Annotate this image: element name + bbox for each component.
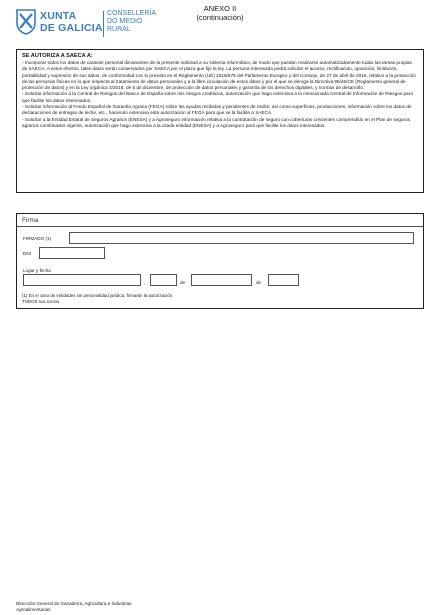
signature-note xyxy=(22,293,172,304)
footer-line2: Agroalimentarias xyxy=(16,606,51,612)
dni-field[interactable] xyxy=(39,247,105,259)
place-date-label: Lugar y fecha xyxy=(23,268,51,273)
annex-title: ANEXO II xyxy=(203,4,237,13)
logo-xunta-line1: XUNTA xyxy=(40,10,77,22)
place-field[interactable] xyxy=(23,274,141,286)
footer-line1: Dirección General de Ganadería, Agricultura e Industrias xyxy=(16,601,132,606)
authorization-paragraph: - Solicitar información al Fondo Español de Garantía Agraria (FEGA) sobre las ayudas recibidas y pendientes de recibir, así como superficies, producciones, información sobre los datos de declaraciones de entregas de leche, etc., haciendo extensiva esta autorización al FEGA para que se la facilite a SAECA. xyxy=(22,104,412,116)
footer-department xyxy=(16,601,131,613)
authorization-paragraph: - Incorporar todos los datos de carácter personal dimanantes de la presente solicitud a su sistema informático, de modo que puedan realizarse automatizadamente todas las tareas propias de SAECA. A estos efectos, tales datos serán conservados por SAECA por el plazo que fije la ley. La persona interesada podrá solicitar el acceso, rectificación, oposición, limitación, portabilidad y supresión de sus datos, de conformidad con lo previsto en el Reglamento (UE) 2016/679 del Parlamento Europeo y del Consejo, de 27 de abril de 2016, relativo a la protección de las personas físicas en lo que respecta al tratamiento de datos personales y a la libre circulación de estos datos y por el que se deroga la Directiva 95/46/CE (Reglamento general de protección de datos) y en la Ley orgánica 3/2018, de 5 de diciembre, de protección de datos personales y garantía de los derechos digitales, y normas de desarrollo. xyxy=(22,60,416,91)
annex-header xyxy=(182,4,258,22)
signature-box xyxy=(16,213,424,309)
logo-cons-line1: CONSELLERÍA xyxy=(107,10,157,17)
signature-note-line2: TODOS sus socios xyxy=(22,298,60,304)
logo-consellerias-text xyxy=(107,10,156,34)
month-field[interactable] xyxy=(191,274,252,286)
logo-xunta-text xyxy=(40,10,103,34)
signed-by-label: FIRMADO (1) xyxy=(23,236,52,241)
annex-subtitle: (continuación) xyxy=(196,13,244,22)
authorization-box xyxy=(16,49,424,193)
logo-xunta-line2: DE GALICIA xyxy=(40,22,103,34)
year-field[interactable] xyxy=(268,274,299,286)
de-label-1: de xyxy=(180,280,186,285)
authorization-paragraph: - Solicitar información a la Central de Riesgos del Banco de España sobre mis riesgos crediticios, autorización que hago extensiva a la mencionada Central de Información de Riesgos para que facilite los datos interesados. xyxy=(22,91,413,103)
authorization-text xyxy=(22,60,418,129)
signed-by-field[interactable] xyxy=(69,232,414,244)
de-label-2: de xyxy=(256,280,262,285)
day-field[interactable] xyxy=(150,274,177,286)
xunta-logo xyxy=(16,9,157,41)
comma-separator: , xyxy=(144,280,146,285)
logo-separator xyxy=(103,11,104,37)
authorization-paragraph: - Solicitar a la Entidad Estatal de Seguros Agrarios (ENESA) y a Agroseguro información relativa a la contratación de seguro con coberturas crecientes comprendido en el Plan de seguros agrarios combinados vigente, autorización que hago extensiva a la citada entidad (ENESA) y a Agroseguro para que facilite los datos interesados. xyxy=(22,116,410,128)
logo-cons-line3: RURAL xyxy=(107,26,131,33)
signature-heading-rule xyxy=(17,226,423,227)
signature-note-line1: (1) En el caso de entidades sin personalidad jurídica, firmarán la autorización xyxy=(22,293,173,298)
dni-label: DNI xyxy=(23,251,31,256)
xunta-shield-icon xyxy=(16,9,36,35)
authorization-heading: SE AUTORIZA A SAECA A: xyxy=(22,53,93,59)
signature-heading: Firma xyxy=(22,217,39,224)
logo-cons-line2: DO MEDIO xyxy=(107,18,143,25)
